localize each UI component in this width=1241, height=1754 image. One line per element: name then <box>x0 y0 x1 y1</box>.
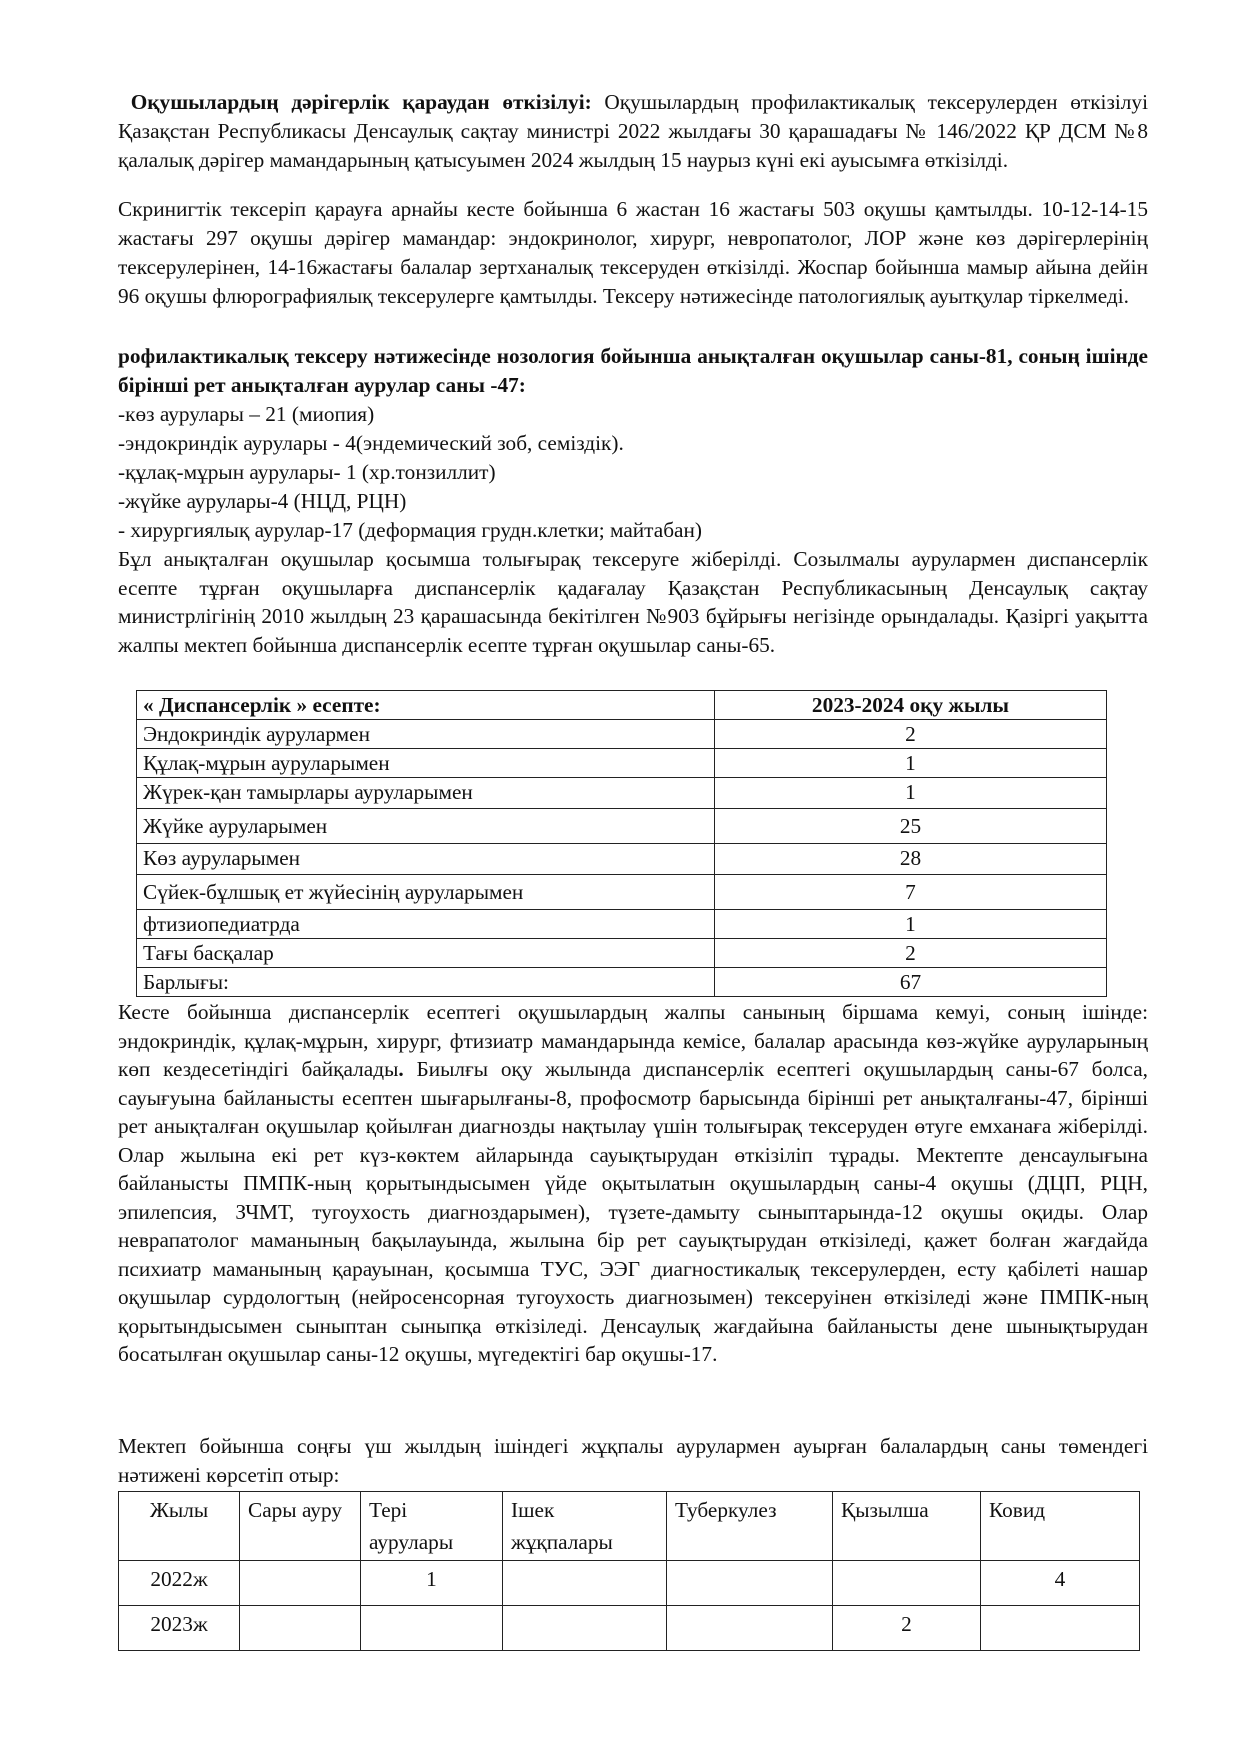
dispensary-table <box>136 690 1107 997</box>
table-row <box>119 1606 1140 1651</box>
table-cell: 28 <box>715 844 1107 875</box>
table-cell: 2023ж <box>119 1606 240 1651</box>
table-row <box>137 844 1107 875</box>
table-header-cell: Тері аурулары <box>361 1492 503 1561</box>
table-cell: Көз ауруларымен <box>137 844 715 875</box>
analysis-text-b: Биылғы оқу жылында диспансерлік есептегі оқушылардың саны-67 болса, сауығуына байланысты есептен шығарылғаны-8, профосмотр барысында бірінші рет анықталғаны-47, бірінші рет анықталған оқушылар қойылған диагнозды нақтылау үшін толығырақ тексеруден өтуге емханаға жіберілді. Олар жылына екі рет күз-көктем айларында сауықтырудан өткізіліп тұрады. Мектепте денсаулығына байланысты ПМПК-ның қорытындысымен үйде оқытылатын оқушылардың саны-4 оқушы (ДЦП, РЦН, эпилепсия, ЗЧМТ, тугоухость диагноздарымен), түзете-дамыту сыныптарында-12 оқушы оқиды. Олар неврапатолог маманының бақылауында, жылына бір рет сауықтырудан өткізіледі, қажет болған жағдайда психиатр маманының қарауынан, қосымша ТУС, ЭЭГ диагностикалық тексерулерден, есту қабілеті нашар оқушылар сурдологтың (нейросенсорная тугоухость диагнозымен) тексеруінен өткізіледі және ПМПК-ның қорытындысымен сыныптан сыныпқа өткізіледі. Денсаулық жағдайына байланысты дене шынықтырудан босатылған оқушылар саны-12 оқушы, мүгедектігі бар оқушы-17. <box>118 1057 1148 1366</box>
table-cell: 67 <box>715 968 1107 997</box>
dispensary-paragraph: Бұл анықталған оқушылар қосымша толығырақ тексеруге жіберілді. Созылмалы аурулармен диспансерлік есепте тұрған оқушыларға диспансерлік қадағалау Қазақстан Республикасының Денсаулық сақтау министрлігінің 2010 жылдың 23 қарашасында бекітілген №903 бұйрығы негізінде орындалады. Қазіргі уақытта жалпы мектеп бойынша диспансерлік есепте тұрған оқушылар саны-65. <box>118 547 1148 657</box>
table-header-cell: Ковид <box>981 1492 1140 1561</box>
list-item: -эндокриндік аурулары - 4(эндемический зоб, семіздік). <box>118 431 624 455</box>
infection-paragraph: Мектеп бойынша соңғы үш жылдың ішіндегі жұқпалы аурулармен ауырған балалардың саны төмендегі нәтижені көрсетіп отыр: <box>118 1434 1148 1487</box>
table-header-row <box>119 1492 1140 1561</box>
list-item: -құлақ-мұрын аурулары- 1 (хр.тонзиллит) <box>118 460 496 484</box>
table-cell <box>503 1561 667 1606</box>
table-cell: Жүрек-қан тамырлары ауруларымен <box>137 778 715 809</box>
table-cell: фтизиопедиатрда <box>137 910 715 939</box>
table-cell: 1 <box>361 1561 503 1606</box>
table-header-cell: 2023-2024 оқу жылы <box>715 691 1107 720</box>
table-cell <box>667 1561 833 1606</box>
table-cell <box>503 1606 667 1651</box>
table-header-cell: « Диспансерлік » есепте: <box>137 691 715 720</box>
table-cell: 1 <box>715 749 1107 778</box>
table-cell: 2022ж <box>119 1561 240 1606</box>
intro-paragraph <box>118 88 1148 175</box>
table-row <box>137 968 1107 997</box>
intro-text: Оқушылардың профилактикалық тексерулерден өткізілуі Қазақстан Республикасы Денсаулық сақтау министрі 2022 жылдағы 30 қарашадағы № 146/2022 ҚР ДСМ №8 қалалық дәрігер мамандарының қатысуымен 2024 жылдың 15 наурыз күні екі ауысымға өткізілді. <box>118 90 1148 172</box>
table-header-cell: Қызылша <box>833 1492 981 1561</box>
analysis-dot: . <box>398 1057 404 1081</box>
table-cell: 2 <box>715 720 1107 749</box>
analysis-text-a: Кесте бойынша диспансерлік есептегі оқушылардың жалпы санының біршама кемуі, соның ішінде: эндокриндік, құлақ-мұрын, хирург, фтизиатр мамандарында кемісе, балалар арасында көз-жүйке ауруларының көп кездесетіндігі байқалады <box>118 1000 1148 1081</box>
table-row <box>137 910 1107 939</box>
table-row <box>137 939 1107 968</box>
screening-paragraph: Скринигтік тексеріп қарауға арнайы кесте бойынша 6 жастан 16 жастағы 503 оқушы қамтылды. 10-12-14-15 жастағы 297 оқушы дәрігер мамандар: эндокринолог, хирург, невропатолог, ЛОР және көз дәрігерлерінің тексерулерінен, 14-16жастағы балалар зертханалық тексеруден өткізілді. Жоспар бойынша мамыр айына дейін 96 оқушы флюрографиялық тексерулерге қамтылды. Тексеру нәтижесінде патологиялық ауытқулар тіркелмеді. <box>118 197 1148 308</box>
table-cell <box>667 1606 833 1651</box>
table-cell <box>240 1606 361 1651</box>
table-cell: 2 <box>715 939 1107 968</box>
table-header-cell: Туберкулез <box>667 1492 833 1561</box>
table-header-cell: Сары ауру <box>240 1492 361 1561</box>
table-cell: 1 <box>715 778 1107 809</box>
table-cell: 1 <box>715 910 1107 939</box>
table-row <box>137 778 1107 809</box>
table-cell: 25 <box>715 809 1107 844</box>
table-cell: Жүйке ауруларымен <box>137 809 715 844</box>
table-cell: Эндокриндік аурулармен <box>137 720 715 749</box>
table-row <box>119 1561 1140 1606</box>
analysis-paragraph <box>118 998 1148 1369</box>
table-header-cell: Жылы <box>119 1492 240 1561</box>
infection-table <box>118 1491 1140 1651</box>
list-item: -көз аурулары – 21 (миопия) <box>118 402 375 426</box>
table-row <box>137 809 1107 844</box>
table-cell: 4 <box>981 1561 1140 1606</box>
table-row <box>137 875 1107 910</box>
list-item: - хирургиялық аурулар-17 (деформация грудн.клетки; майтабан) <box>118 518 702 542</box>
table-header-cell: Ішек жұқпалары <box>503 1492 667 1561</box>
table-row <box>137 749 1107 778</box>
list-item: -жүйке аурулары-4 (НЦД, РЦН) <box>118 489 407 513</box>
table-cell <box>361 1606 503 1651</box>
table-cell: Барлығы: <box>137 968 715 997</box>
table-header-row <box>137 691 1107 720</box>
table-cell <box>833 1561 981 1606</box>
table-cell: 7 <box>715 875 1107 910</box>
table-cell <box>240 1561 361 1606</box>
table-cell: Құлақ-мұрын ауруларымен <box>137 749 715 778</box>
bold-summary: рофилактикалық тексеру нәтижесінде нозология бойынша анықталған оқушылар саны-81, соның ішінде бірінші рет анықталған аурулар саны -47: <box>118 344 1148 397</box>
intro-heading: Оқушылардың дәрігерлік қараудан өткізілуі: <box>130 90 592 114</box>
table-cell: Тағы басқалар <box>137 939 715 968</box>
table-row <box>137 720 1107 749</box>
table-cell <box>981 1606 1140 1651</box>
table-cell: Сүйек-бұлшық ет жүйесінің ауруларымен <box>137 875 715 910</box>
table-cell: 2 <box>833 1606 981 1651</box>
